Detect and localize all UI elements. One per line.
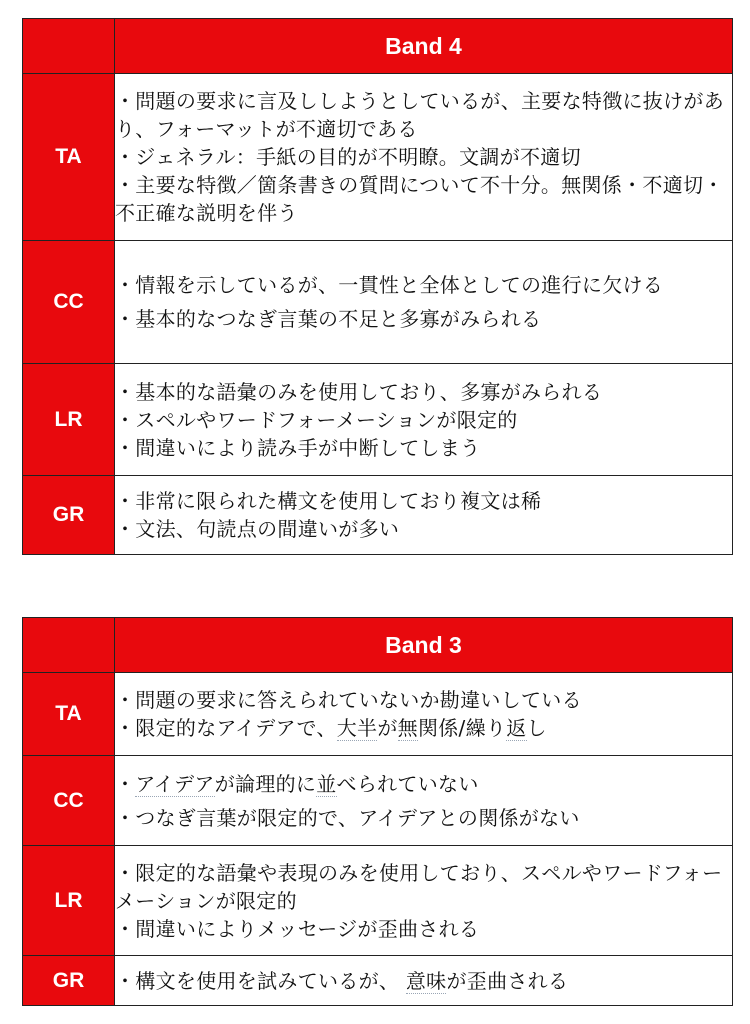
band-4-title: Band 4 xyxy=(115,19,733,74)
band-3-ta-line-2-part-4: 無 xyxy=(397,716,418,740)
band-4-ta-line-2: ・ジェネラル：手紙の目的が不明瞭。文調が不適切 xyxy=(115,145,581,169)
band-3-gr-line-1-part-2: 意味 xyxy=(405,968,447,993)
band-3-table xyxy=(22,617,733,1006)
band-4-description-lr xyxy=(115,364,733,476)
band-3-ta-line-2-part-3: が xyxy=(377,716,398,740)
band-3-cc-line-1-part-3: が論理的に xyxy=(214,771,317,796)
band-3-gr-line-1-part-3: が歪曲される xyxy=(446,968,569,993)
band-4-row-ta xyxy=(23,74,733,241)
band-3-cc-line-1-part-4: 並 xyxy=(316,771,337,796)
band-3-cc-line-2: ・つなぎ言葉が限定的で、アイデアとの関係がない xyxy=(115,805,580,830)
band-4-row-cc xyxy=(23,241,733,364)
band-3-criterion-gr: GR xyxy=(23,956,115,1006)
band-4-gr-line-2: ・文法、句読点の間違いが多い xyxy=(115,517,400,541)
band-3-cc-line-1-part-2: アイデア xyxy=(135,771,215,796)
band-4-row-lr xyxy=(23,364,733,476)
band-4-cc-line-1: ・情報を示しているが、一貫性と全体としての進行に欠ける xyxy=(115,273,664,297)
band-4-description-cc xyxy=(115,241,733,364)
band-3-row-cc xyxy=(23,756,733,846)
band-4-criterion-lr: LR xyxy=(23,364,115,476)
band-3-ta-line-1: ・問題の要求に答えられていないか勘違いしている xyxy=(115,688,582,712)
band-3-lr-line-1: ・限定的な語彙や表現のみを使用しており、スペルやワードフォーメーションが限定的 xyxy=(115,860,723,913)
band-3-gr-line-1-part-1: ・構文を使用を試みているが、 xyxy=(115,968,406,993)
band-3-ta-line-2-part-1: ・限定的なアイデアで、 xyxy=(115,716,337,740)
band-4-ta-line-1: ・問題の要求に言及ししようとしているが、主要な特徴に抜けがあり、フォーマットが不適切である xyxy=(115,89,724,141)
band-4-gr-line-1: ・非常に限られた構文を使用しており複文は稀 xyxy=(115,489,542,513)
band-3-cc-line-1-part-1: ・ xyxy=(115,771,136,796)
band-3-cc-line-1 xyxy=(115,767,732,801)
band-3-criterion-lr: LR xyxy=(23,846,115,956)
band-3-cc-line-1-part-5: べられていない xyxy=(336,771,479,796)
band-4-header-corner xyxy=(23,19,115,74)
band-3-description-cc xyxy=(115,756,733,846)
band-4-header-row xyxy=(23,19,733,74)
band-4-row-gr xyxy=(23,476,733,555)
band-3-gr-line-1 xyxy=(115,967,732,995)
band-3-ta-line-2-part-2: 大半 xyxy=(336,716,378,740)
band-3-row-gr xyxy=(23,956,733,1006)
band-4-criterion-ta: TA xyxy=(23,74,115,241)
band-4-lr-line-2: ・スペルやワードフォーメーションが限定的 xyxy=(115,407,518,432)
band-3-row-ta xyxy=(23,673,733,756)
band-3-ta-line-2-part-5: 関係/繰り xyxy=(417,716,507,740)
band-4-lr-line-1: ・基本的な語彙のみを使用しており、多寡がみられる xyxy=(115,379,603,404)
band-3-row-lr xyxy=(23,846,733,956)
band-3-lr-line-2: ・間違いによりメッセージが歪曲される xyxy=(115,916,480,941)
band-4-criterion-cc: CC xyxy=(23,241,115,364)
band-3-description-ta xyxy=(115,673,733,756)
band-3-ta-line-2-part-7: し xyxy=(526,716,547,740)
band-3-header-row xyxy=(23,618,733,673)
band-3-description-lr xyxy=(115,846,733,956)
band-4-cc-line-2: ・基本的なつなぎ言葉の不足と多寡がみられる xyxy=(115,307,542,331)
band-3-criterion-cc: CC xyxy=(23,756,115,846)
band-4-description-gr xyxy=(115,476,733,555)
band-4-lr-line-3: ・間違いにより読み手が中断してしまう xyxy=(115,435,481,460)
band-3-description-gr xyxy=(115,956,733,1006)
band-4-table xyxy=(22,18,733,555)
band-4-description-ta xyxy=(115,74,733,241)
band-3-ta-line-2 xyxy=(115,714,732,742)
band-4-ta-line-3: ・主要な特徴／箇条書きの質問について不十分。無関係・不適切・不正確な説明を伴う xyxy=(115,173,724,225)
band-4-criterion-gr: GR xyxy=(23,476,115,555)
band-3-header-corner xyxy=(23,618,115,673)
band-3-title: Band 3 xyxy=(115,618,733,673)
band-3-criterion-ta: TA xyxy=(23,673,115,756)
band-3-ta-line-2-part-6: 返 xyxy=(506,716,527,740)
